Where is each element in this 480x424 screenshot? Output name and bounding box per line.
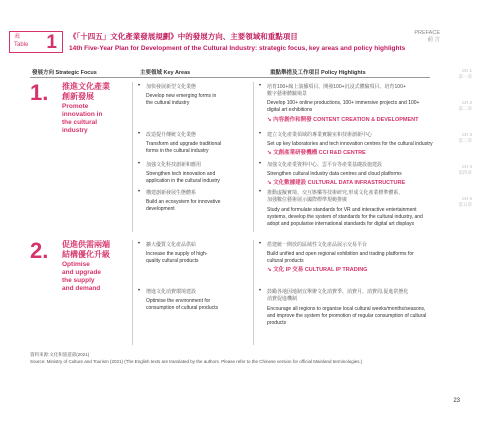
bullet: • xyxy=(259,83,262,89)
page-number: 23 xyxy=(453,398,460,404)
row-1-area-1-en: Develop new emerging forms in the cultural industry xyxy=(146,93,217,106)
bullet: • xyxy=(138,83,141,89)
row-2-focus-en: Optimise and upgrade the supply and demand xyxy=(62,261,102,292)
header-rule xyxy=(30,77,430,78)
bullet: • xyxy=(259,241,262,247)
table-tag-label-zh: 表 xyxy=(14,34,21,40)
table-title-zh: 《「十四五」文化產業發展規劃》中的發展方向、主要領域和重點項目 xyxy=(69,32,298,41)
row-1-divider-b xyxy=(253,82,254,232)
row-2-focus-zh: 促進供需兩端 結構優化升級 xyxy=(62,240,110,259)
row-1-policy-1-en: Develop 100+ online productions, 100+ immersive projects and 100+ digital art exhibitions xyxy=(267,100,420,113)
row-2-policy-1-zh: 搭建統一開放的區域性文化產品展示交易平台 xyxy=(267,242,368,248)
row-1-policy-3-zh: 加強文化產業資料中心、雲平台等產業基礎設施建設 xyxy=(267,162,383,168)
bullet: • xyxy=(259,131,262,137)
bullet: • xyxy=(138,161,141,167)
row-2-area-1-en: Increase the supply of high- quality cultural products xyxy=(146,251,208,264)
bullet: • xyxy=(259,288,262,294)
chapter-tab-4[interactable]: CH 4 第四章 xyxy=(458,164,472,175)
chapter-tab-5[interactable]: CH 5 第五章 xyxy=(458,196,472,207)
bullet: • xyxy=(138,241,141,247)
row-1-area-4-en: Build an ecosystem for innovative development xyxy=(146,199,221,212)
table-tag xyxy=(9,31,63,53)
preface-label-zh: 前 言 xyxy=(427,37,440,43)
row-1-area-4-zh: 構建創新發展生態體系 xyxy=(146,190,197,196)
table-tag-label-en: Table xyxy=(14,42,29,48)
row-1-policy-2-zh: 建立文化產業領域的專業實驗室和技術創新中心 xyxy=(267,132,373,138)
source-en: Source: Ministry of Culture and Tourism (2021) (The English texts are translated by the authors. Please refer to the Chinese version for official Mainland terminologies.) xyxy=(30,359,363,364)
row-1-policy-1-zh: 培育100+線上演播項目、開發100+沉浸式體驗項目、培育100+ 數字藝術體驗場景 xyxy=(267,84,406,97)
header-areas: 主要領域 Key Areas xyxy=(140,70,191,76)
bullet: • xyxy=(138,189,141,195)
row-2-policy-2-en: Encourage all regions to organise local cultural weeks/months/seasons, and improve the system for promotion of regular consumption of cultural products xyxy=(267,306,427,326)
row-1-policy-1-mark: ➘ 內容創作和開發 CONTENT CREATION & DEVELOPMENT xyxy=(267,117,419,123)
row-1-policy-4-en: Study and formulate standards for VR and interactive entertainment systems, develop the system of standards for the cultural industry, and adopt and popularise international standards for digital art displays xyxy=(267,207,423,227)
source-zh: 資料來源:文化和旅遊部(2021) xyxy=(30,352,90,357)
row-1-policy-4-zh: 推動虛擬實境、交互娛樂等技術研究,形成文化產業標準體系, 加強數位藝術展示國際標準規範推廣 xyxy=(267,190,400,203)
row-1-area-2-zh: 改造提升傳統文化業態 xyxy=(146,132,197,138)
row-1-policy-3-en: Strengthen cultural industry data centres and cloud platforms xyxy=(267,171,402,177)
row-2-policy-2-zh: 鼓勵各地因地制宜舉辦文化消費季、消費月、消費周,促進常態化 消費促進機制 xyxy=(267,289,409,302)
row-2-divider-b xyxy=(253,240,254,345)
row-1-area-3-en: Strengthen tech innovation and application in the cultural industry xyxy=(146,171,220,184)
row-2-policy-1-en: Build unified and open regional exhibition and trading platforms for cultural products xyxy=(267,251,414,264)
bullet: • xyxy=(259,161,262,167)
row-2-area-2-en: Optimise the environment for consumption of cultural products xyxy=(146,298,218,311)
row-1-focus-zh: 推進文化產業 創新發展 xyxy=(62,82,110,101)
row-1-area-1-zh: 加快發展新型文化業態 xyxy=(146,84,197,90)
row-1-number: 1. xyxy=(30,80,49,105)
row-1-divider-a xyxy=(132,82,133,232)
row-2-number: 2. xyxy=(30,238,49,263)
chapter-tab-1[interactable]: CH 1 第一章 xyxy=(458,68,472,79)
row-2-area-2-zh: 增進文化消費環境建設 xyxy=(146,289,197,295)
row-1-policy-2-en: Set up key laboratories and tech innovation centres for the cultural industry xyxy=(267,141,433,147)
header-focus: 發展方向 Strategic Focus xyxy=(32,70,97,76)
chapter-tab-2[interactable]: CH 2 第二章 xyxy=(458,100,472,111)
row-2-area-1-zh: 擴大優質文化產品供給 xyxy=(146,242,197,248)
row-2-divider-a xyxy=(132,240,133,345)
row-1-policy-3-mark: ➘ 文化數據建設 CULTURAL DATA INFRASTRUCTURE xyxy=(267,180,406,186)
header-policy: 重點舉措及工作項目 Policy Highlights xyxy=(270,70,366,76)
chapter-tab-3[interactable]: CH 3 第三章 xyxy=(458,132,472,143)
row-1-focus-en: Promote innovation in the cultural industry xyxy=(62,103,103,134)
table-tag-number: 1 xyxy=(46,32,57,53)
preface-nav[interactable] xyxy=(414,30,440,44)
preface-label-en: PREFACE xyxy=(414,30,440,36)
row-2-policy-1-mark: ➘ 文化 IP 交易 CULTURAL IP TRADING xyxy=(267,267,368,273)
row-1-area-3-zh: 加強文化科技創新和應用 xyxy=(146,162,202,168)
bullet: • xyxy=(138,288,141,294)
row-1-policy-2-mark: ➘ 文創產業研發機構 CCI R&D CENTRE xyxy=(267,150,366,156)
bullet: • xyxy=(259,189,262,195)
table-title-en: 14th Five-Year Plan for Development of the Cultural Industry: strategic focus, key areas and policy highlights xyxy=(69,45,406,52)
row-1-area-2-en: Transform and upgrade traditional forms in the cultural industry xyxy=(146,141,222,154)
bullet: • xyxy=(138,131,141,137)
